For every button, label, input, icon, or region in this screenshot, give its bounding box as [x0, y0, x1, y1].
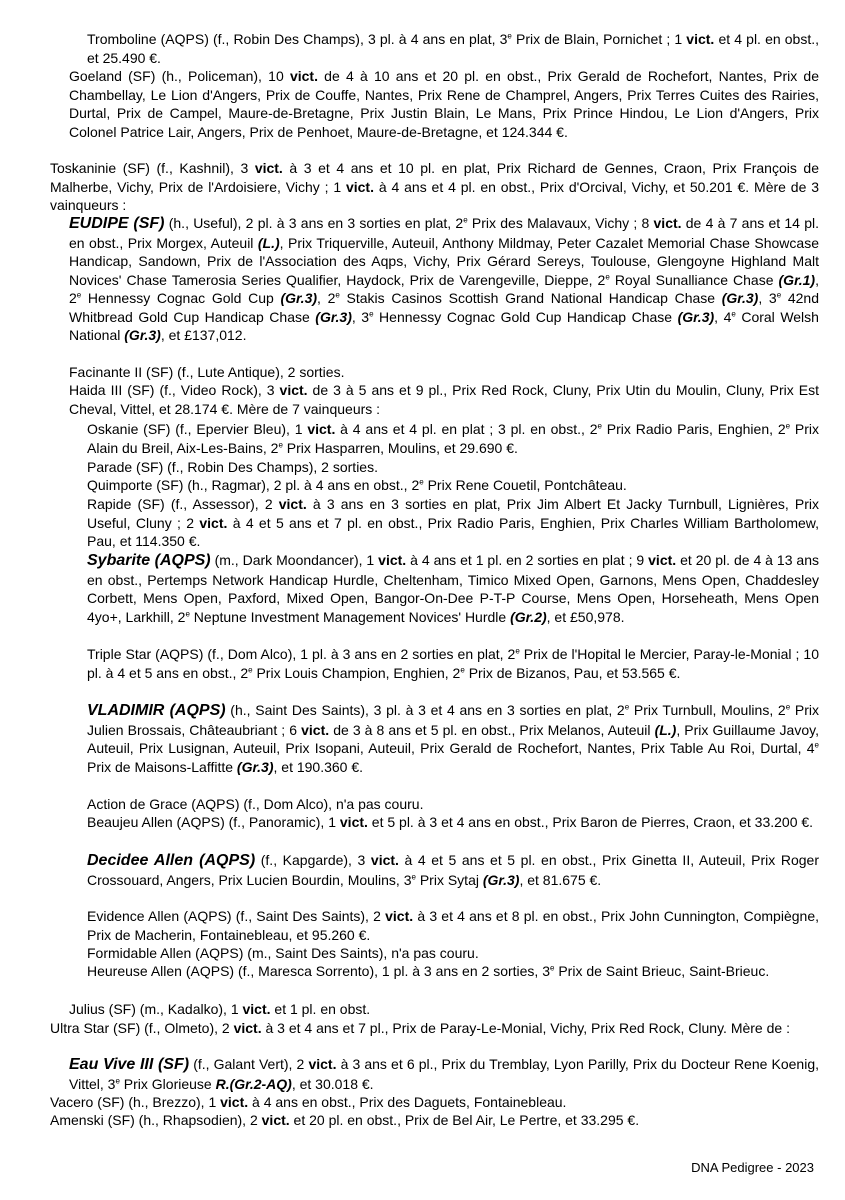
ordinal-suffix: e	[731, 308, 736, 318]
pedigree-entry	[50, 1019, 819, 1038]
entry-text: Prix de Saint Brieuc, Saint-Brieuc.	[554, 963, 770, 979]
horse-name-highlight: VLADIMIR (AQPS)	[87, 702, 226, 719]
pedigree-entry	[87, 795, 819, 814]
pedigree-entry	[69, 214, 819, 345]
entry-text: à 4 ans en obst., Prix des Daguets, Fontainebleau.	[248, 1094, 567, 1110]
entry-text: Hennessy Cognac Gold Cup Handicap Chase	[373, 308, 678, 325]
emphasis-text: (L.)	[654, 721, 677, 738]
horse-name-highlight: Eau Vive III (SF)	[69, 1056, 190, 1073]
emphasis-text: (Gr.3)	[124, 327, 161, 343]
ordinal-suffix: e	[460, 664, 465, 674]
pedigree-entry	[87, 851, 819, 889]
emphasis-text: vict.	[653, 215, 682, 231]
entry-text: à 4 ans et 4 pl. en obst., Prix d'Orcival, Vichy, et 50.201 €. Mère de 3 vainqueurs :	[50, 178, 819, 213]
emphasis-text: (Gr.3)	[280, 290, 318, 306]
ordinal-suffix: e	[248, 664, 253, 674]
pedigree-entry	[87, 551, 819, 626]
pedigree-entry	[87, 944, 819, 963]
ordinal-suffix: e	[76, 290, 82, 300]
entry-text: à 3 ans et 6 pl., Prix du Tremblay, Lyon Parilly, Prix du Docteur Rene Koenig, Vittel, 3	[69, 1056, 819, 1092]
entry-text: , et 81.675 €.	[519, 871, 602, 888]
emphasis-text: vict.	[686, 31, 715, 47]
ordinal-suffix: e	[115, 1075, 120, 1085]
entry-text: Facinante II (SF) (f., Lute Antique), 2 sorties.	[69, 364, 345, 380]
pedigree-entry	[50, 1111, 819, 1130]
pedigree-entry	[50, 1093, 819, 1112]
emphasis-text: vict.	[307, 421, 336, 437]
emphasis-text: vict.	[370, 852, 399, 868]
entry-text: Quimporte (SF) (h., Ragmar), 2 pl. à 4 ans en obst., 2	[87, 477, 420, 493]
entry-text: Haida III (SF) (f., Video Rock), 3	[69, 382, 280, 398]
ordinal-suffix: e	[605, 271, 610, 281]
emphasis-text: vict.	[220, 1094, 249, 1110]
entry-text: Prix Glorieuse	[119, 1075, 216, 1092]
entry-text: , 3	[351, 308, 370, 325]
emphasis-text: (Gr.3)	[677, 308, 715, 325]
entry-text: Prix Rene Couetil, Pontchâteau.	[423, 477, 627, 493]
entry-text: à 4 et 5 ans et 5 pl. en obst., Prix Ginetta II, Auteuil, Prix Roger Crossouard, Angers, Prix Lucien Bourdin, Moulins, 3	[87, 852, 820, 888]
emphasis-text: R.(Gr.2-AQ)	[215, 1075, 292, 1092]
entry-text: Evidence Allen (AQPS) (f., Saint Des Saints), 2	[87, 908, 386, 924]
entry-text: , et £137,012.	[160, 327, 247, 343]
ordinal-suffix: e	[785, 421, 791, 431]
entry-text: de 4 à 7 ans et 14 pl. en obst., Prix Morgex, Auteuil	[69, 215, 820, 251]
emphasis-text: vict.	[278, 496, 307, 512]
entry-text: Oskanie (SF) (f., Epervier Bleu), 1	[87, 421, 308, 437]
pedigree-entry	[87, 495, 819, 551]
ordinal-suffix: e	[776, 290, 782, 300]
entry-text: Coral Welsh National	[69, 308, 819, 343]
ordinal-suffix: e	[515, 646, 520, 656]
ordinal-suffix: e	[814, 740, 819, 750]
entry-text: et 20 pl. de 4 à 13 ans en obst., Pertemps Network Handicap Hurdle, Cheltenham, Timico Mixed Open, Garnons, Mens Open, Chaddesley Corbett, Mens Open, Paxford, Mixed Open, Bangor-On-Dee P-T-P Course, Mens Open, Horseheath, Mens Open 4yo+, Larkhill, 2	[87, 552, 819, 625]
entry-text: à 3 ans en 3 sorties en plat, Prix Jim Albert Et Jacky Turnbull, Lignières, Prix Useful, Cluny ; 2	[87, 496, 819, 531]
ordinal-suffix: e	[550, 963, 555, 973]
entry-text: de 3 à 8 ans et 5 pl. en obst., Prix Melanos, Auteuil	[329, 721, 655, 738]
entry-text: Royal Sunalliance Chase	[609, 271, 779, 288]
entry-text: Prix Radio Paris, Enghien, 2	[601, 421, 786, 437]
entry-text: (f., Galant Vert), 2	[189, 1056, 309, 1072]
entry-text: Parade (SF) (f., Robin Des Champs), 2 sorties.	[87, 459, 378, 475]
entry-text: Amenski (SF) (h., Rhapsodien), 2	[50, 1112, 262, 1128]
entry-text: , Prix Guillaume Javoy, Auteuil, Prix Lusignan, Auteuil, Prix Isopani, Auteuil, Prix Gerald de Rochefort, Nantes, Prix Table Au Roi, Durtal, 4	[87, 721, 819, 756]
ordinal-suffix: e	[597, 421, 602, 431]
entry-text: (h., Saint Des Saints), 3 pl. à 3 et 4 ans en 3 sorties en plat, 2	[225, 702, 625, 718]
ordinal-suffix: e	[278, 439, 283, 449]
entry-text: à 4 ans et 4 pl. en plat ; 3 pl. en obst., 2	[335, 421, 598, 437]
entry-text: Toskaninie (SF) (f., Kashnil), 3	[50, 160, 255, 176]
horse-name-highlight: Sybarite (AQPS)	[87, 552, 211, 569]
emphasis-text: vict.	[254, 160, 283, 176]
emphasis-text: (Gr.3)	[721, 290, 759, 306]
emphasis-text: vict.	[345, 178, 374, 195]
pedigree-entry	[87, 458, 819, 477]
entry-text: à 4 et 5 ans et 7 pl. en obst., Prix Radio Paris, Enghien, Prix Charles William Bartholomew, Pau, et 114.350 €.	[87, 514, 819, 549]
entry-text: , et 30.018 €.	[291, 1075, 374, 1092]
entry-text: Action de Grace (AQPS) (f., Dom Alco), n'a pas couru.	[87, 796, 424, 812]
ordinal-suffix: e	[624, 702, 630, 712]
entry-text: Rapide (SF) (f., Assessor), 2	[87, 496, 279, 512]
pedigree-entry	[50, 159, 819, 215]
pedigree-entry	[87, 701, 819, 776]
entry-text: Julius (SF) (m., Kadalko), 1	[69, 1001, 243, 1017]
entry-text: à 3 et 4 ans et 7 pl., Prix de Paray-Le-Monial, Vichy, Prix Red Rock, Cluny. Mère de :	[261, 1020, 790, 1036]
entry-text: et 1 pl. en obst.	[270, 1001, 371, 1017]
entry-text: Prix Sytaj	[415, 871, 483, 888]
pedigree-entry	[69, 1055, 819, 1093]
entry-text: Stakis Casinos Scottish Grand National Handicap Chase	[339, 290, 722, 306]
emphasis-text: vict.	[289, 68, 318, 84]
emphasis-text: vict.	[279, 382, 308, 398]
entry-text: 42nd Whitbread Gold Cup Handicap Chase	[69, 290, 819, 325]
ordinal-suffix: e	[463, 215, 468, 225]
pedigree-entry	[69, 67, 819, 141]
entry-text: Prix Alain du Breil, Aix-Les-Bains, 2	[87, 421, 819, 456]
emphasis-text: vict.	[308, 1056, 337, 1072]
entry-text: Formidable Allen (AQPS) (m., Saint Des Saints), n'a pas couru.	[87, 945, 479, 961]
emphasis-text: vict.	[242, 1001, 271, 1017]
ordinal-suffix: e	[335, 290, 340, 300]
pedigree-entry	[87, 962, 819, 981]
entry-text: Tromboline (AQPS) (f., Robin Des Champs), 3 pl. à 4 ans en plat, 3	[87, 31, 508, 47]
entry-text: Goeland (SF) (h., Policeman), 10	[69, 68, 290, 84]
entry-text: Beaujeu Allen (AQPS) (f., Panoramic), 1	[87, 814, 340, 830]
emphasis-text: vict.	[648, 552, 677, 568]
entry-text: (m., Dark Moondancer), 1	[210, 552, 379, 568]
emphasis-text: vict.	[378, 552, 407, 568]
pedigree-entry	[87, 907, 819, 944]
emphasis-text: (Gr.2)	[510, 608, 547, 625]
entry-text: à 3 et 4 ans et 8 pl. en obst., Prix John Cunnington, Compiègne, Prix de Macherin, Fontainebleau, et 95.260 €.	[87, 908, 819, 943]
entry-text: de 4 à 10 ans et 20 pl. en obst., Prix Gerald de Rochefort, Nantes, Prix de Chambellay, Le Lion d'Angers, Prix de Couffe, Nantes, Prix Rene de Champrel, Angers, Prix Terres Cuites des Rairies, Durtal, Prix de Campel, Maure-de-Bretagne, Prix Justin Blain, Le Mans, Prix Prince Hindou, Le Lion d'Angers, Prix Colonel Patrice Lair, Angers, Prix de Penhoet, Maure-de-Bretagne, et 124.344 €.	[69, 68, 820, 140]
entry-text: , 4	[714, 308, 732, 325]
entry-text: Prix de Bizanos, Pau, et 53.565 €.	[464, 664, 681, 681]
pedigree-entry	[87, 30, 819, 67]
emphasis-text: (Gr.3)	[315, 308, 352, 325]
ordinal-suffix: e	[785, 702, 791, 712]
pedigree-entry	[87, 813, 819, 832]
entry-text: Prix des Malavaux, Vichy ; 8	[467, 215, 654, 231]
emphasis-text: vict.	[301, 721, 330, 738]
entry-text: et 20 pl. en obst., Prix de Bel Air, Le Pertre, et 33.295 €.	[289, 1112, 640, 1128]
entry-text: Prix de Maisons-Laffitte	[87, 758, 237, 775]
entry-text: , et 190.360 €.	[273, 758, 364, 775]
ordinal-suffix: e	[507, 31, 512, 41]
entry-text: , Prix Triquerville, Auteuil, Anthony Mildmay, Peter Cazalet Memorial Chase Showcase Handicap, Sandown, Prix de l'Association des Aqps, Vichy, Prix Gérard Sereys, Toulouse, Glengoyne Highland Malt Novices' Chase Tamerosia Series Qualifier, Haydock, Prix de Varengeville, Dieppe, 2	[69, 234, 819, 288]
entry-text: de 3 à 5 ans et 9 pl., Prix Red Rock, Cluny, Prix Utin du Moulin, Cluny, Prix Est Cheval, Vittel, et 28.174 €. Mère de 7 vainqueurs :	[69, 382, 819, 417]
pedigree-entry	[69, 363, 819, 382]
entry-text: à 3 et 4 ans et 10 pl. en plat, Prix Richard de Gennes, Craon, Prix François de Malherbe, Vichy, Prix de l'Ardoisiere, Vichy ; 1	[50, 160, 820, 195]
entry-text: Prix Hasparren, Moulins, et 29.690 €.	[282, 439, 518, 456]
emphasis-text: (L.)	[257, 234, 280, 251]
emphasis-text: vict.	[339, 814, 368, 830]
entry-text: Prix Louis Champion, Enghien, 2	[252, 664, 461, 681]
entry-text: , 3	[758, 290, 777, 306]
horse-name-highlight: Decidee Allen (AQPS)	[87, 852, 256, 869]
entry-text: Heureuse Allen (AQPS) (f., Maresca Sorrento), 1 pl. à 3 ans en 2 sorties, 3	[87, 963, 550, 979]
entry-text: Triple Star (AQPS) (f., Dom Alco), 1 pl. à 3 ans en 2 sorties en plat, 2	[87, 646, 516, 662]
entry-text: , 2	[69, 271, 819, 306]
entry-text: Neptune Investment Management Novices' Hurdle	[189, 608, 511, 625]
entry-text: Prix Turnbull, Moulins, 2	[629, 702, 786, 718]
ordinal-suffix: e	[419, 477, 424, 487]
emphasis-text: vict.	[261, 1112, 290, 1128]
pedigree-entry	[69, 381, 819, 418]
emphasis-text: vict.	[199, 514, 228, 531]
pedigree-entry	[87, 420, 819, 457]
horse-name-highlight: EUDIPE (SF)	[69, 215, 165, 232]
entry-text: (h., Useful), 2 pl. à 3 ans en 3 sorties en plat, 2	[164, 215, 464, 231]
emphasis-text: vict.	[385, 908, 414, 924]
ordinal-suffix: e	[185, 608, 190, 618]
entry-text: , 2	[317, 290, 336, 306]
pedigree-entry	[87, 476, 819, 495]
entry-text: Prix de Blain, Pornichet ; 1	[511, 31, 687, 47]
page-footer: DNA Pedigree - 2023	[691, 1160, 814, 1175]
emphasis-text: (Gr.3)	[236, 758, 274, 775]
entry-text: Ultra Star (SF) (f., Olmeto), 2	[50, 1020, 234, 1036]
emphasis-text: (Gr.1)	[778, 271, 816, 288]
pedigree-entry	[87, 645, 819, 682]
entry-text: , et £50,978.	[546, 608, 625, 625]
entry-text: et 4 pl. en obst., et 25.490 €.	[87, 31, 820, 66]
ordinal-suffix: e	[369, 308, 374, 318]
pedigree-entry	[69, 1000, 819, 1019]
entry-text: Vacero (SF) (h., Brezzo), 1	[50, 1094, 221, 1110]
entry-text: à 4 ans et 1 pl. en 2 sorties en plat ; 9	[406, 552, 649, 568]
emphasis-text: (Gr.3)	[482, 871, 520, 888]
entry-text: et 5 pl. à 3 et 4 ans en obst., Prix Baron de Pierres, Craon, et 33.200 €.	[367, 814, 814, 830]
entry-text: Prix Julien Brossais, Châteaubriant ; 6	[87, 702, 819, 738]
entry-text: Prix de l'Hopital le Mercier, Paray-le-Monial ; 10 pl. à 4 et 5 ans en obst., 2	[87, 646, 819, 681]
emphasis-text: vict.	[233, 1020, 262, 1036]
entry-text: Hennessy Cognac Gold Cup	[81, 290, 281, 306]
entry-text: (f., Kapgarde), 3	[255, 852, 371, 868]
ordinal-suffix: e	[411, 871, 416, 881]
